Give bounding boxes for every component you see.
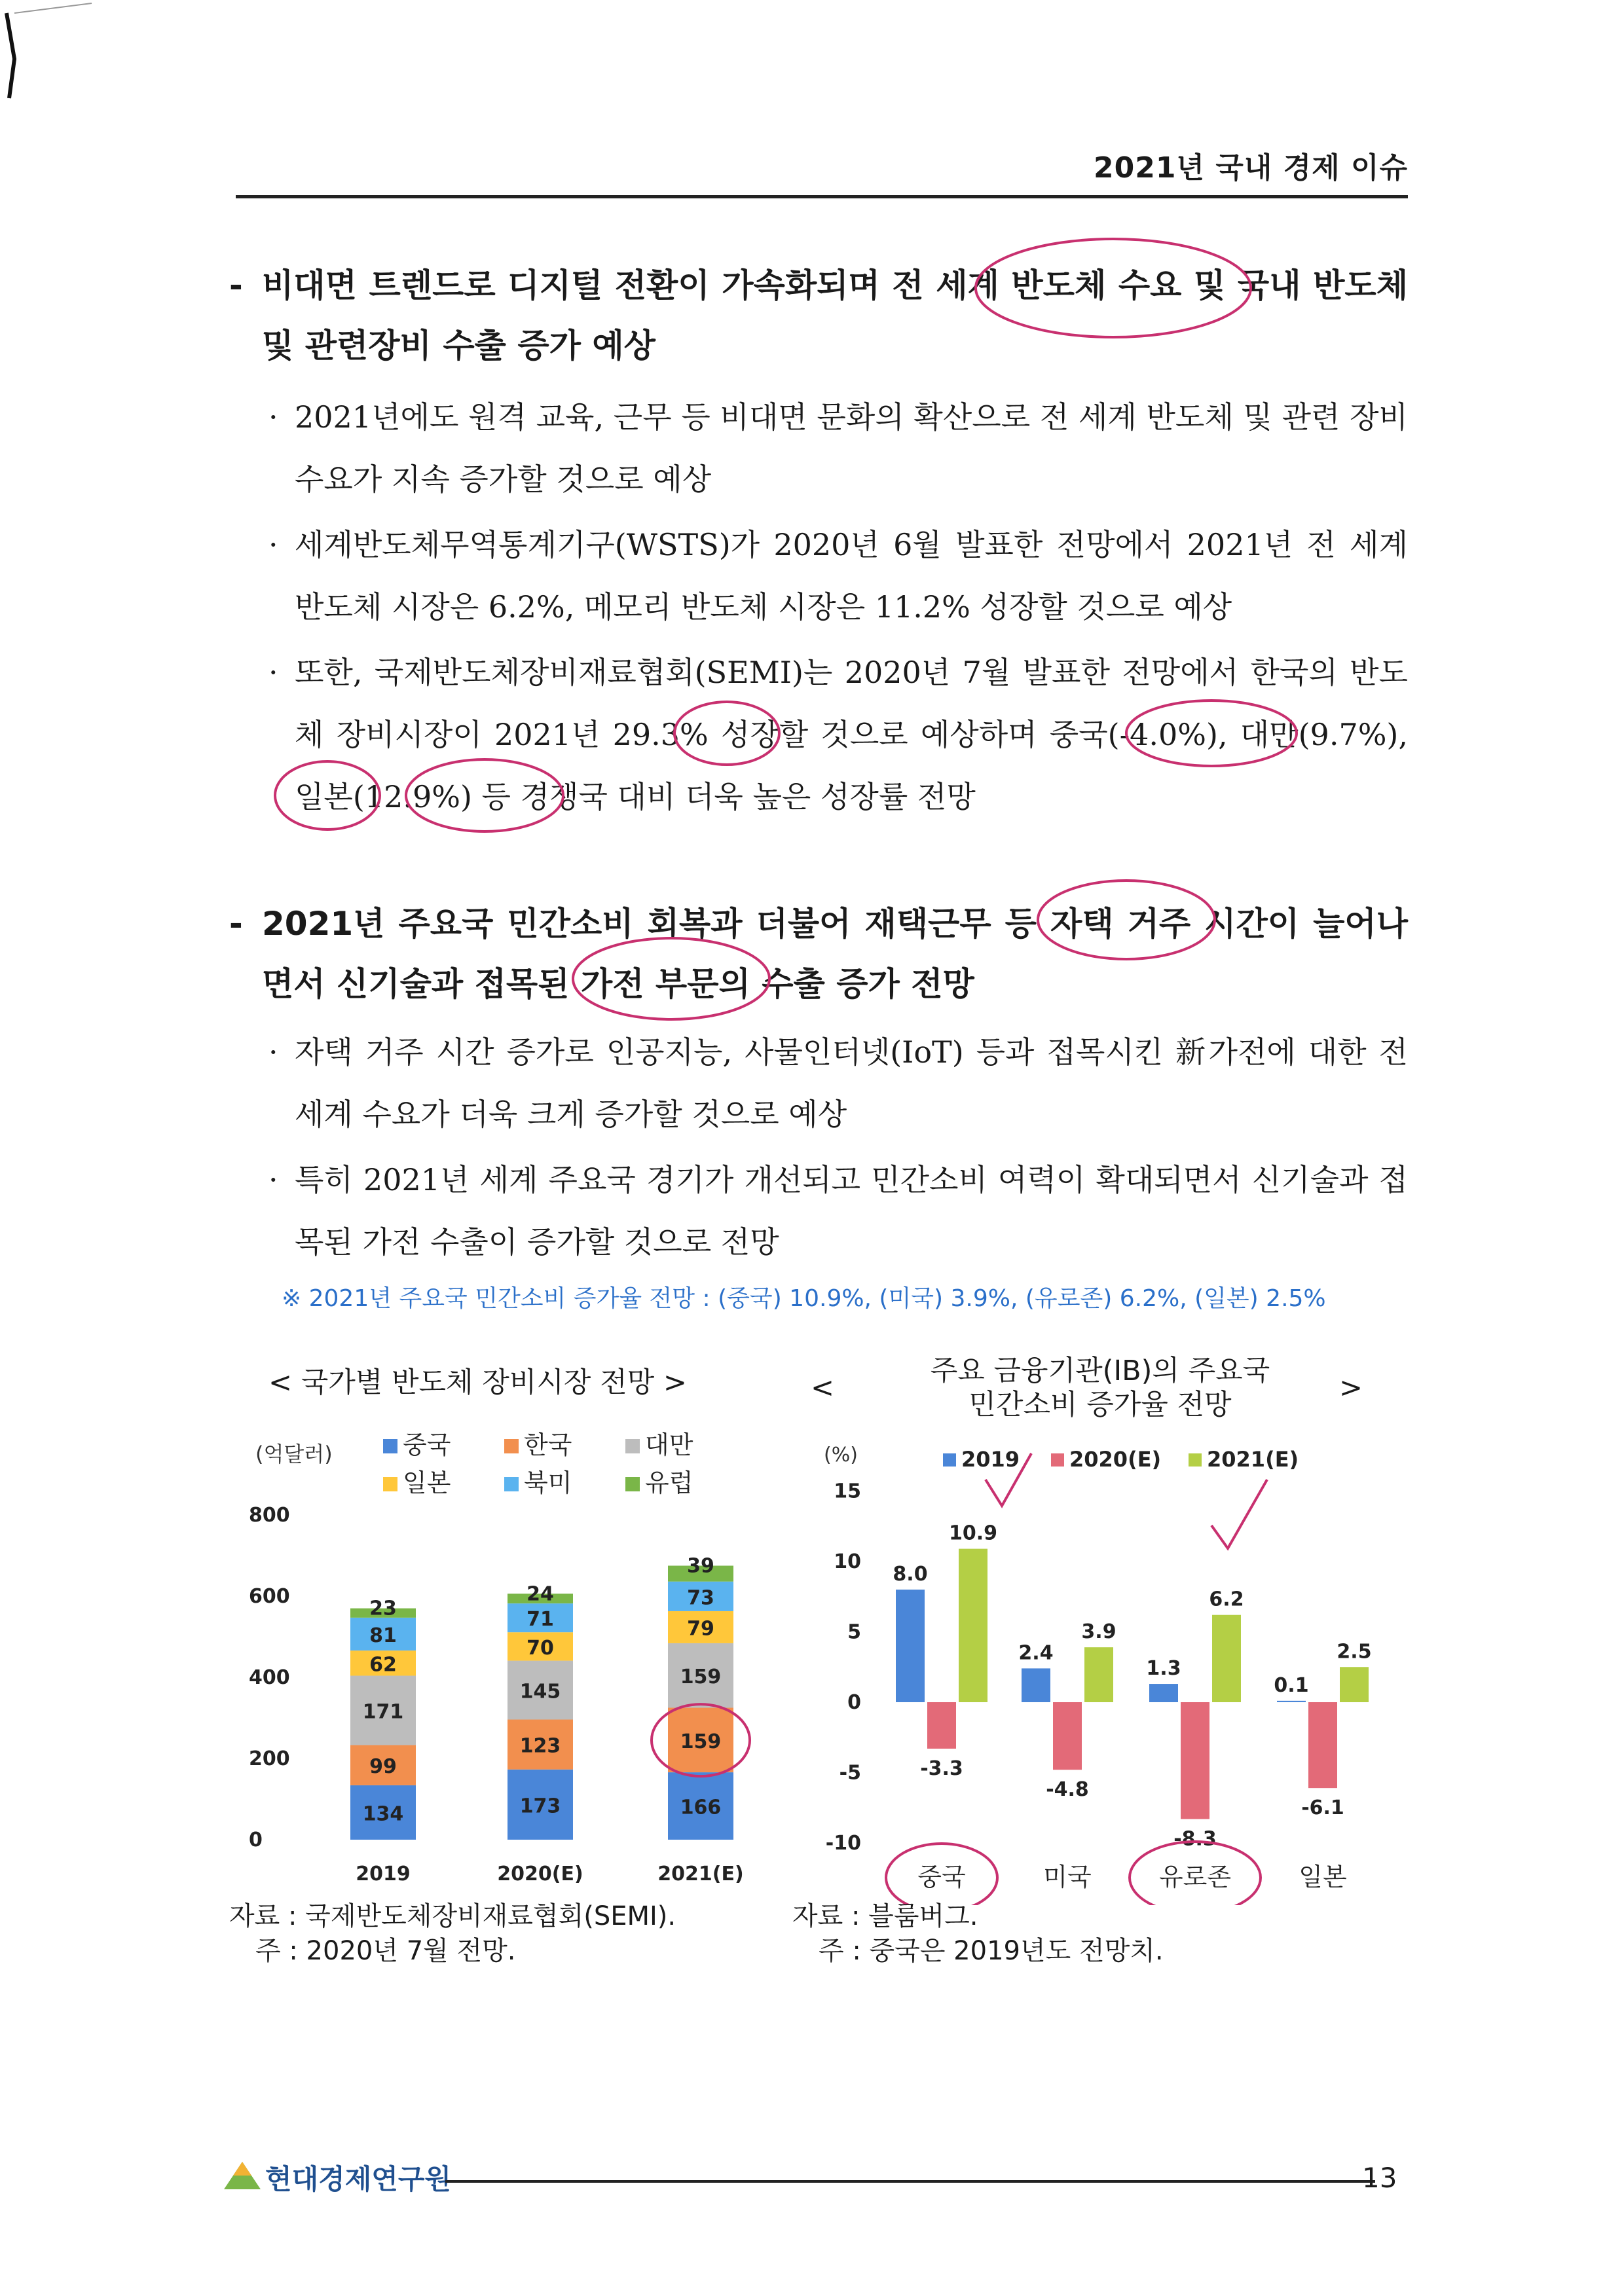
section1-item: · 2021년에도 원격 교육, 근무 등 비대면 문화의 확산으로 전 세계 반도체 및 관련 장비 수요가 지속 증가할 것으로 예상: [268, 399, 1408, 497]
chart1-legend-swatch: [625, 1477, 640, 1491]
chart1-legend-label: 대만: [645, 1430, 693, 1459]
chart1-data-label: 166: [680, 1796, 722, 1819]
chart1-data-label: 99: [369, 1755, 397, 1779]
chart1-title: < 국가별 반도체 장비시장 전망 >: [268, 1366, 687, 1399]
chart1-legend-swatch: [625, 1439, 640, 1453]
chart2-title-line2: 민간소비 증가율 전망: [969, 1389, 1232, 1421]
chart1-ytick: 800: [249, 1504, 290, 1527]
chart2-ytick: 0: [847, 1691, 861, 1714]
chart1-data-label: 71: [526, 1608, 554, 1631]
scan-mark: [0, 0, 131, 131]
chart2-title-line1: 주요 금융기관(IB)의 주요국: [930, 1355, 1270, 1387]
chart2-data-label: 0.1: [1274, 1673, 1309, 1697]
chart1-ytick: 600: [249, 1585, 290, 1608]
semiconductor-equipment-chart: [223, 1408, 799, 1905]
section1-heading-text: 비대면 트렌드로 디지털 전환이 가속화되며 전 세계 반도체 수요 및 국내 반도체 및 관련장비 수출 증가 예상: [262, 266, 1408, 365]
footer-brand: 현대경제연구원: [265, 2163, 452, 2195]
chart1-ytick: 0: [249, 1829, 263, 1851]
chart2-legend-label: 2019: [961, 1447, 1020, 1472]
chart1-source: 자료 : 국제반도체장비재료협회(SEMI).: [229, 1901, 676, 1931]
chart1-data-label: 145: [519, 1680, 561, 1704]
chart1-legend-label: 일본: [403, 1468, 451, 1497]
chart2-bar: [1053, 1702, 1082, 1770]
chart1-data-label: 73: [687, 1586, 714, 1610]
chart2-bar: [927, 1702, 956, 1749]
section2-item: · 자택 거주 시간 증가로 인공지능, 사물인터넷(IoT) 등과 접목시킨 新가전에 대한 전 세계 수요가 더욱 크게 증가할 것으로 예상: [268, 1034, 1408, 1132]
chart1-ylabel: (억달러): [255, 1442, 333, 1467]
chart2-legend-swatch: [943, 1453, 956, 1467]
chart2-bar: [1212, 1615, 1241, 1702]
chart1-category-label: 2020(E): [497, 1863, 583, 1886]
footer-rule: [445, 2180, 1375, 2183]
chart2-bar: [896, 1590, 925, 1702]
section1-heading: - 비대면 트렌드로 디지털 전환이 가속화되며 전 세계 반도체 수요 및 국내 반도체 및 관련장비 수출 증가 예상: [229, 255, 1408, 380]
chart1-data-label: 70: [526, 1636, 554, 1660]
chart2-bar: [1181, 1702, 1209, 1819]
chart1-data-label: 23: [369, 1597, 397, 1620]
chart2-ytick: 15: [834, 1480, 861, 1503]
chart2-data-label: 2.4: [1018, 1641, 1054, 1665]
chart1-data-label: 24: [526, 1582, 554, 1606]
section2-item: · 특히 2021년 세계 주요국 경기가 개선되고 민간소비 여력이 확대되면서 신기술과 접목된 가전 수출이 증가할 것으로 전망: [268, 1162, 1408, 1260]
chart2-data-label: -4.8: [1046, 1778, 1089, 1802]
chart2-data-label: 2.5: [1337, 1640, 1372, 1664]
chart2-category-label: 미국: [1043, 1863, 1092, 1891]
chart2-source: 자료 : 블룸버그.: [792, 1901, 978, 1931]
chart2-data-label: 6.2: [1209, 1588, 1244, 1611]
chart1-note: 주 : 2020년 7월 전망.: [255, 1936, 516, 1966]
chart2-note: 주 : 중국은 2019년도 전망치.: [819, 1936, 1164, 1966]
chart2-legend-label: 2020(E): [1069, 1447, 1162, 1472]
chart2-data-label: 1.3: [1146, 1657, 1181, 1681]
section2-heading-text: 2021년 주요국 민간소비 회복과 더불어 재택근무 등 자택 거주 시간이 늘어나면서 신기술과 접목된 가전 부문의 수출 증가 전망: [262, 905, 1408, 1003]
chart2-legend-swatch: [1051, 1453, 1064, 1467]
consumption-note: ※ 2021년 주요국 민간소비 증가율 전망 : (중국) 10.9%, (미국) 3.9%, (유로존) 6.2%, (일본) 2.5%: [282, 1285, 1326, 1312]
chart1-ytick: 400: [249, 1666, 290, 1689]
chart1-data-label: 159: [680, 1666, 722, 1689]
chart2-data-label: -3.3: [920, 1757, 963, 1780]
chart2-ytick: -5: [839, 1761, 861, 1785]
page-header: [236, 151, 1408, 198]
chart2-bar: [1022, 1668, 1050, 1702]
chart2-ylabel: (%): [824, 1444, 858, 1467]
chart2-data-label: 3.9: [1081, 1620, 1116, 1644]
chart2-ytick: 10: [834, 1550, 861, 1573]
chart1-data-label: 134: [362, 1802, 404, 1826]
chart1-legend-label: 중국: [403, 1430, 451, 1459]
chart2-bar: [1149, 1684, 1178, 1702]
chart2-bar: [1084, 1647, 1113, 1702]
chart2-category-label: 중국: [917, 1863, 966, 1891]
consumption-growth-chart: [799, 1408, 1401, 1905]
chart1-ytick: 200: [249, 1747, 290, 1770]
chart1-data-label: 159: [680, 1730, 722, 1753]
page-number: 13: [1362, 2162, 1397, 2194]
chart2-bar: [1308, 1702, 1337, 1788]
chart1-data-label: 39: [687, 1554, 714, 1578]
section1-item: · 세계반도체무역통계기구(WSTS)가 2020년 6월 발표한 전망에서 2021년 전 세계 반도체 시장은 6.2%, 메모리 반도체 시장은 11.2% 성장할 것으로 예상: [268, 527, 1408, 625]
chart2-data-label: -8.3: [1173, 1827, 1217, 1851]
chart1-category-label: 2019: [356, 1863, 411, 1886]
chart2-title-close: >: [1339, 1372, 1363, 1404]
chart1-legend-label: 유럽: [645, 1468, 693, 1497]
section1-item: · 또한, 국제반도체장비재료협회(SEMI)는 2020년 7월 발표한 전망에서 한국의 반도체 장비시장이 2021년 29.3% 성장할 것으로 예상하며 중국(-4.0%), 대만(9.7%), 일본(12.9%) 등 경쟁국 대비 더욱 높은 성장률 전망: [268, 655, 1408, 814]
chart2-legend-swatch: [1189, 1453, 1202, 1467]
chart2-ytick: -10: [825, 1832, 861, 1855]
chart1-legend-label: 한국: [524, 1430, 572, 1459]
triangle-logo-icon: [223, 2159, 262, 2192]
chart2-category-label: 유로존: [1158, 1863, 1232, 1891]
chart1-legend-label: 북미: [524, 1468, 572, 1497]
chart1-data-label: 81: [369, 1624, 397, 1647]
chart1-legend-swatch: [383, 1439, 397, 1453]
chart1-category-label: 2021(E): [657, 1863, 744, 1886]
chart2-ytick: 5: [847, 1620, 861, 1644]
chart1-legend-swatch: [504, 1477, 519, 1491]
chart1-data-label: 171: [362, 1700, 404, 1724]
chart2-title-open: <: [811, 1372, 835, 1404]
header-title: 2021년 국내 경제 이슈: [1094, 151, 1408, 185]
chart1-legend-swatch: [504, 1439, 519, 1453]
chart2-category-label: 일본: [1299, 1863, 1347, 1891]
chart1-data-label: 123: [519, 1734, 561, 1758]
chart2-data-label: -6.1: [1301, 1796, 1344, 1820]
chart2-bar: [1340, 1667, 1369, 1702]
chart2-bar: [1277, 1701, 1306, 1702]
chart2-data-label: 8.0: [893, 1563, 928, 1586]
chart1-legend-swatch: [383, 1477, 397, 1491]
chart1-data-label: 62: [369, 1653, 397, 1677]
chart2-data-label: 10.9: [948, 1522, 998, 1545]
section2-heading: - 2021년 주요국 민간소비 회복과 더불어 재택근무 등 자택 거주 시간이 늘어나면서 신기술과 접목된 가전 부문의 수출 증가 전망: [229, 894, 1408, 1018]
chart1-data-label: 173: [519, 1795, 561, 1818]
ink-check: [1211, 1480, 1267, 1548]
chart1-data-label: 79: [687, 1617, 714, 1641]
chart2-legend-label: 2021(E): [1207, 1447, 1299, 1472]
chart2-bar: [959, 1549, 987, 1702]
